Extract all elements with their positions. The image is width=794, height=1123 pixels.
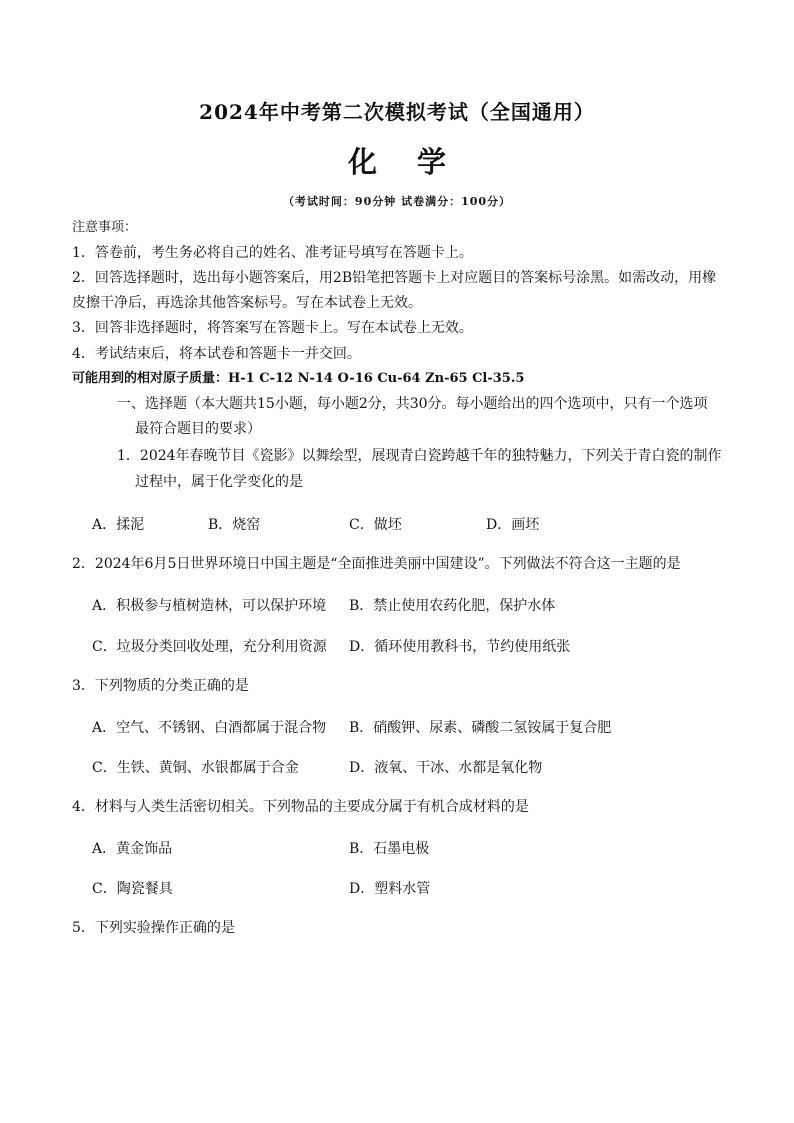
notice-item-1: 1．答卷前，考生务必将自己的姓名、准考证号填写在答题卡上。 [72, 245, 473, 261]
exam-meta: （考试时间：90分钟 试卷满分：100分） [282, 195, 512, 208]
question-4-option-c: C．陶瓷餐具 [92, 881, 173, 897]
question-1-option-c: C．做坯 [349, 517, 402, 533]
question-3-option-a: A．空气、不锈钢、白酒都属于混合物 [92, 720, 327, 736]
question-3-stem: 3．下列物质的分类正确的是 [72, 678, 249, 694]
question-4-option-d: D．塑料水管 [349, 881, 431, 897]
notice-item-2-cont: 皮擦干净后，再选涂其他答案标号。写在本试卷上无效。 [72, 295, 422, 311]
question-4-option-b: B．石墨电极 [349, 841, 430, 857]
question-4-option-a: A．黄金饰品 [92, 841, 173, 857]
notice-item-3: 3．回答非选择题时，将答案写在答题卡上。写在本试卷上无效。 [72, 320, 473, 336]
question-3-option-c: C．生铁、黄铜、水银都属于合金 [92, 760, 299, 776]
notice-heading: 注意事项： [72, 220, 138, 235]
question-1-stem: 1．2024年春晚节目《瓷影》以舞绘型，展现青白瓷跨越千年的独特魅力，下列关于青白瓷的制作 [117, 448, 722, 464]
question-3-option-b: B．硝酸钾、尿素、磷酸二氢铵属于复合肥 [349, 720, 612, 736]
question-1-option-d: D．画坯 [486, 517, 540, 533]
notice-item-2: 2．回答选择题时，选出每小题答案后，用2B铅笔把答题卡上对应题目的答案标号涂黑。如需改动，用橡 [72, 270, 717, 286]
question-3-option-d: D．液氧、干冰、水都是氧化物 [349, 760, 543, 776]
subject-title: 化学 [347, 145, 486, 179]
question-5-stem: 5．下列实验操作正确的是 [72, 920, 235, 936]
section1-heading: 一、选择题（本大题共15小题，每小题2分，共30分。每小题给出的四个选项中，只有一个选项 [117, 396, 708, 412]
exam-title: 2024年中考第二次模拟考试（全国通用） [199, 100, 595, 124]
section1-heading-cont: 最符合题目的要求） [135, 421, 261, 437]
question-1-option-b: B．烧窑 [208, 517, 261, 533]
question-4-stem: 4．材料与人类生活密切相关。下列物品的主要成分属于有机合成材料的是 [72, 799, 529, 815]
atomic-mass-line: 可能用到的相对原子质量：H-1 C-12 N-14 O-16 Cu-64 Zn-65 Cl-35.5 [72, 371, 525, 386]
question-2-option-a: A．积极参与植树造林，可以保护环境 [92, 598, 327, 614]
question-2-option-d: D．循环使用教科书，节约使用纸张 [349, 639, 571, 655]
notice-item-4: 4．考试结束后，将本试卷和答题卡一并交回。 [72, 346, 361, 362]
question-2-stem: 2．2024年6月5日世界环境日中国主题是“全面推进美丽中国建设”。下列做法不符合这一主题的是 [72, 556, 681, 572]
question-2-option-b: B．禁止使用农药化肥，保护水体 [349, 598, 556, 614]
question-2-option-c: C．垃圾分类回收处理，充分利用资源 [92, 639, 327, 655]
question-1-option-a: A．揉泥 [92, 517, 145, 533]
question-1-stem-cont: 过程中，属于化学变化的是 [135, 474, 303, 490]
